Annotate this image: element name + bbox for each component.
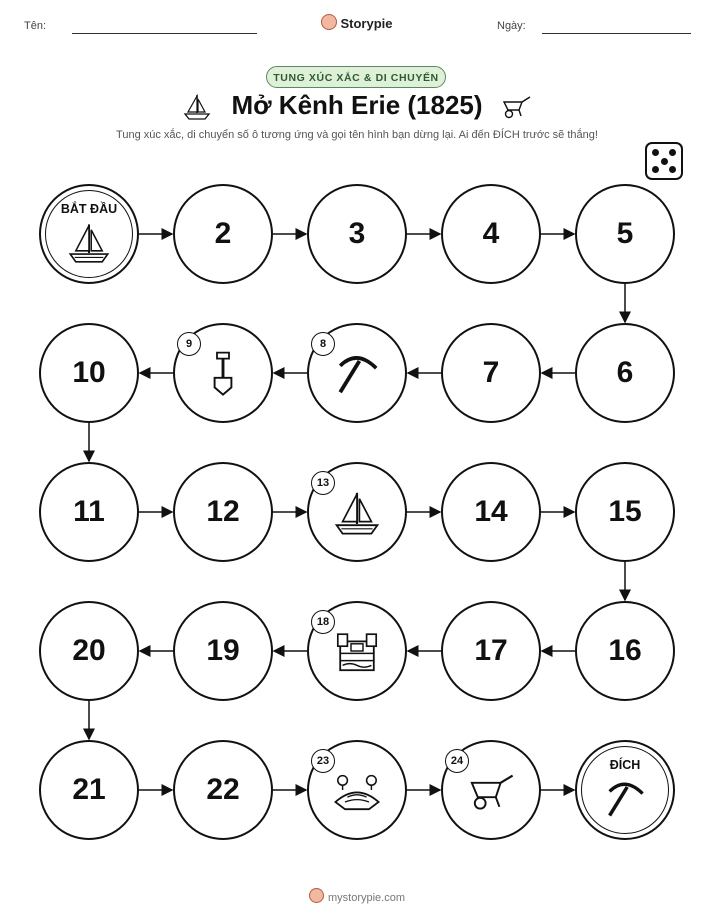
space-number: 7 bbox=[482, 356, 500, 389]
space-number: 17 bbox=[474, 634, 508, 667]
pickaxe-icon bbox=[603, 776, 647, 820]
board-space-19[interactable] bbox=[173, 601, 273, 701]
brand-name: Storypie bbox=[340, 16, 393, 31]
board-space-7[interactable] bbox=[441, 323, 541, 423]
board-space-22[interactable] bbox=[173, 740, 273, 840]
start-space[interactable] bbox=[39, 184, 139, 284]
board-space-4[interactable] bbox=[441, 184, 541, 284]
date-label: Ngày: bbox=[497, 20, 526, 32]
space-number: 19 bbox=[206, 634, 240, 667]
board-space-12[interactable] bbox=[173, 462, 273, 562]
board-space-9[interactable] bbox=[173, 323, 273, 423]
canal-lock-icon bbox=[333, 627, 381, 675]
board-space-5[interactable] bbox=[575, 184, 675, 284]
footer bbox=[0, 888, 714, 904]
board-space-8[interactable] bbox=[307, 323, 407, 423]
space-number-tag: 9 bbox=[177, 332, 201, 356]
space-label: ĐÍCH bbox=[609, 758, 641, 772]
board-space-6[interactable] bbox=[575, 323, 675, 423]
board-space-10[interactable] bbox=[39, 323, 139, 423]
space-number: 14 bbox=[474, 495, 508, 528]
space-number: 2 bbox=[214, 217, 232, 250]
space-number-tag: 23 bbox=[311, 749, 335, 773]
instructions: Tung xúc xắc, di chuyển số ô tương ứng và gọi tên hình bạn dừng lại. Ai đến ĐÍCH trước sẽ thắng! bbox=[116, 129, 598, 141]
board-space-14[interactable] bbox=[441, 462, 541, 562]
board-space-3[interactable] bbox=[307, 184, 407, 284]
canal-icon bbox=[333, 766, 381, 814]
space-number-tag: 13 bbox=[311, 471, 335, 495]
space-number: 21 bbox=[72, 773, 106, 806]
space-number: 5 bbox=[616, 217, 634, 250]
sailboat-icon bbox=[67, 220, 111, 264]
space-number-tag: 8 bbox=[311, 332, 335, 356]
space-number: 11 bbox=[73, 495, 105, 528]
space-label: BẮT ĐẦU bbox=[60, 202, 118, 216]
board-space-11[interactable] bbox=[39, 462, 139, 562]
space-number: 4 bbox=[482, 217, 500, 250]
space-number-tag: 18 bbox=[311, 610, 335, 634]
board-space-16[interactable] bbox=[575, 601, 675, 701]
finish-space[interactable] bbox=[575, 740, 675, 840]
sailboat-icon bbox=[333, 488, 381, 536]
wheelbarrow-icon bbox=[467, 766, 515, 814]
board-space-24[interactable] bbox=[441, 740, 541, 840]
page-title: Mở Kênh Erie (1825) bbox=[231, 90, 483, 120]
shovel-icon bbox=[199, 349, 247, 397]
space-number: 12 bbox=[206, 495, 240, 528]
name-label: Tên: bbox=[24, 20, 47, 32]
activity-badge: TUNG XÚC XẮC & DI CHUYỂN bbox=[266, 66, 446, 88]
board-space-17[interactable] bbox=[441, 601, 541, 701]
board-space-18[interactable] bbox=[307, 601, 407, 701]
space-number: 16 bbox=[608, 634, 642, 667]
board-space-15[interactable] bbox=[575, 462, 675, 562]
board-space-21[interactable] bbox=[39, 740, 139, 840]
board-space-20[interactable] bbox=[39, 601, 139, 701]
space-number: 20 bbox=[72, 634, 106, 667]
board-space-23[interactable] bbox=[307, 740, 407, 840]
footer-url: mystorypie.com bbox=[327, 892, 406, 904]
pickaxe-icon bbox=[333, 349, 381, 397]
space-number: 15 bbox=[608, 495, 642, 528]
space-number: 6 bbox=[616, 356, 634, 389]
storypie-logo-icon bbox=[309, 888, 324, 903]
space-number-tag: 24 bbox=[445, 749, 469, 773]
board-space-2[interactable] bbox=[173, 184, 273, 284]
board-space-13[interactable] bbox=[307, 462, 407, 562]
space-number: 22 bbox=[206, 773, 240, 806]
space-number: 3 bbox=[348, 217, 366, 250]
space-number: 10 bbox=[72, 356, 106, 389]
